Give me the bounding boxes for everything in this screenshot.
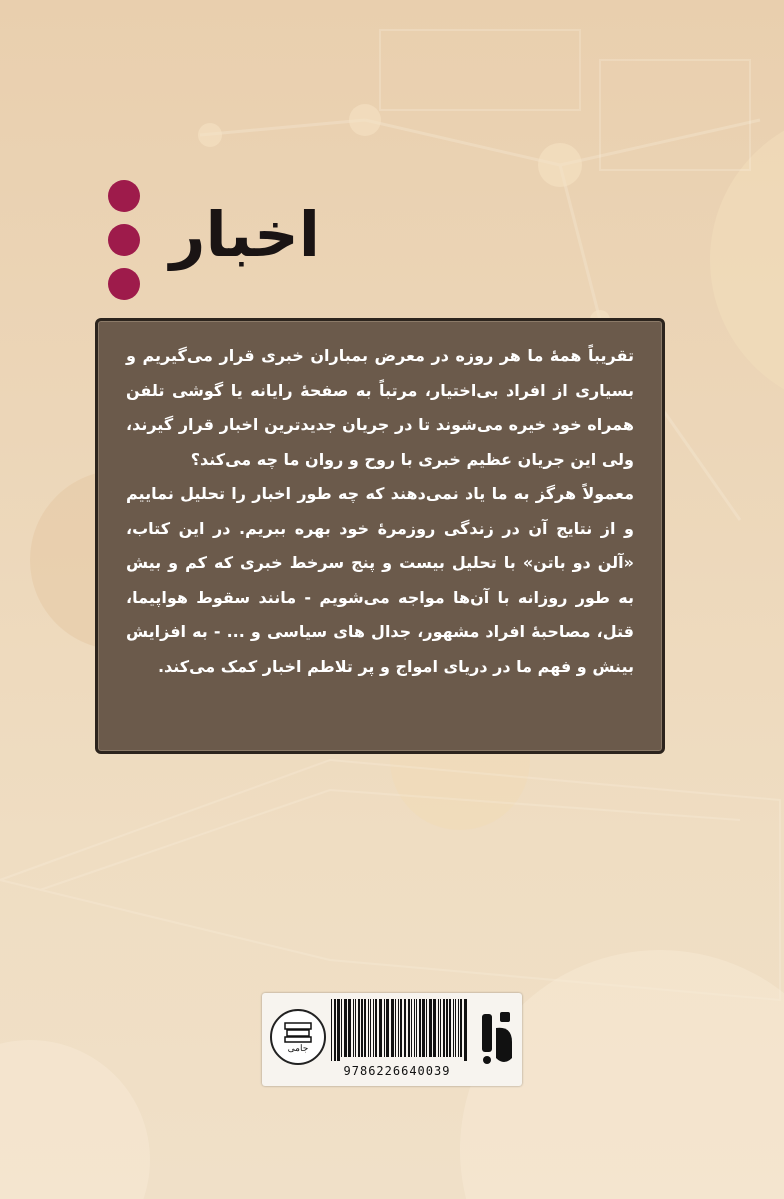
barcode-bar xyxy=(370,999,371,1057)
barcode-bar xyxy=(337,999,340,1061)
barcode-bar xyxy=(460,999,462,1057)
dot-icon xyxy=(108,268,140,300)
barcode-bar xyxy=(386,999,389,1057)
barcode-bar xyxy=(429,999,432,1057)
barcode-bar xyxy=(422,999,425,1057)
isbn-number: 9786226640039 xyxy=(343,1064,451,1078)
publisher-logo-icon xyxy=(478,1008,518,1072)
barcode-bar xyxy=(368,999,369,1057)
barcode-bar xyxy=(348,999,351,1057)
barcode-bar xyxy=(458,999,459,1057)
barcode-bar xyxy=(464,999,467,1061)
barcode-bar xyxy=(438,999,439,1057)
barcode-bar xyxy=(453,999,454,1057)
decorative-dots xyxy=(108,180,140,312)
barcode-bar xyxy=(400,999,402,1057)
barcode-bar xyxy=(395,999,396,1057)
barcode-bar xyxy=(419,999,421,1057)
barcode-bar xyxy=(353,999,354,1057)
barcode-bar xyxy=(440,999,441,1057)
barcode-bar xyxy=(443,999,445,1057)
barcode-bar xyxy=(384,999,385,1057)
description-paragraph-1: تقریباً همهٔ ما هر روزه در معرض بمباران خبری قرار می‌گیریم و بسیاری از افراد بی‌اختیار، مرتباً به صفحهٔ رایانه یا گوشی تلفن همراه خود خیره می‌شوند تا در جریان جدیدترین اخبار قرار گیرند، ولی این جریان عظیم خبری با روح و روان ما چه می‌کند؟ xyxy=(126,346,634,469)
barcode xyxy=(329,999,469,1063)
barcode-bar xyxy=(414,999,415,1057)
title-block xyxy=(100,170,320,300)
barcode-bar xyxy=(426,999,427,1057)
barcode-bar xyxy=(379,999,382,1057)
barcode-bar xyxy=(358,999,360,1057)
barcode-bar xyxy=(411,999,412,1057)
barcode-bar xyxy=(446,999,448,1057)
barcode-bar xyxy=(375,999,377,1057)
description-box xyxy=(95,318,665,754)
barcode-bar xyxy=(341,999,342,1057)
barcode-bar xyxy=(416,999,417,1057)
barcode-bar xyxy=(331,999,332,1061)
barcode-bar xyxy=(404,999,406,1057)
barcode-bar xyxy=(391,999,394,1057)
description-paragraph-2: معمولاً هرگز به ما یاد نمی‌دهند که چه طور اخبار را تحلیل نماییم و از نتایج آن در زندگی روزمرهٔ خود بهره ببریم. در این کتاب، «آلن دو باتن» با تحلیل بیست و پنج سرخط خبری که کم و بیش به طور روزانه با آن‌ها مواجه می‌شویم - مانند سقوط هواپیما، قتل، مصاحبهٔ افراد مشهور، جدال‌ های سیاسی و ... - به افزایش بینش و فهم ما در دریای امواج و پر تلاطم اخبار کمک می‌کند. xyxy=(126,484,634,676)
seal-text: جامی xyxy=(287,1043,309,1054)
book-stack-icon xyxy=(283,1021,313,1043)
publisher-seal-icon xyxy=(270,1009,326,1065)
barcode-bar xyxy=(408,999,410,1057)
barcode-bar xyxy=(449,999,451,1057)
barcode-bar xyxy=(364,999,366,1057)
barcode-bar xyxy=(334,999,336,1061)
book-title: اخبار xyxy=(169,198,320,271)
barcode-bar xyxy=(433,999,436,1057)
dot-icon xyxy=(108,180,140,212)
barcode-bar xyxy=(373,999,374,1057)
barcode-bar xyxy=(398,999,399,1057)
barcode-bar xyxy=(344,999,347,1057)
barcode-bar xyxy=(361,999,363,1057)
barcode-bar xyxy=(355,999,356,1057)
dot-icon xyxy=(108,224,140,256)
barcode-bar xyxy=(455,999,456,1057)
